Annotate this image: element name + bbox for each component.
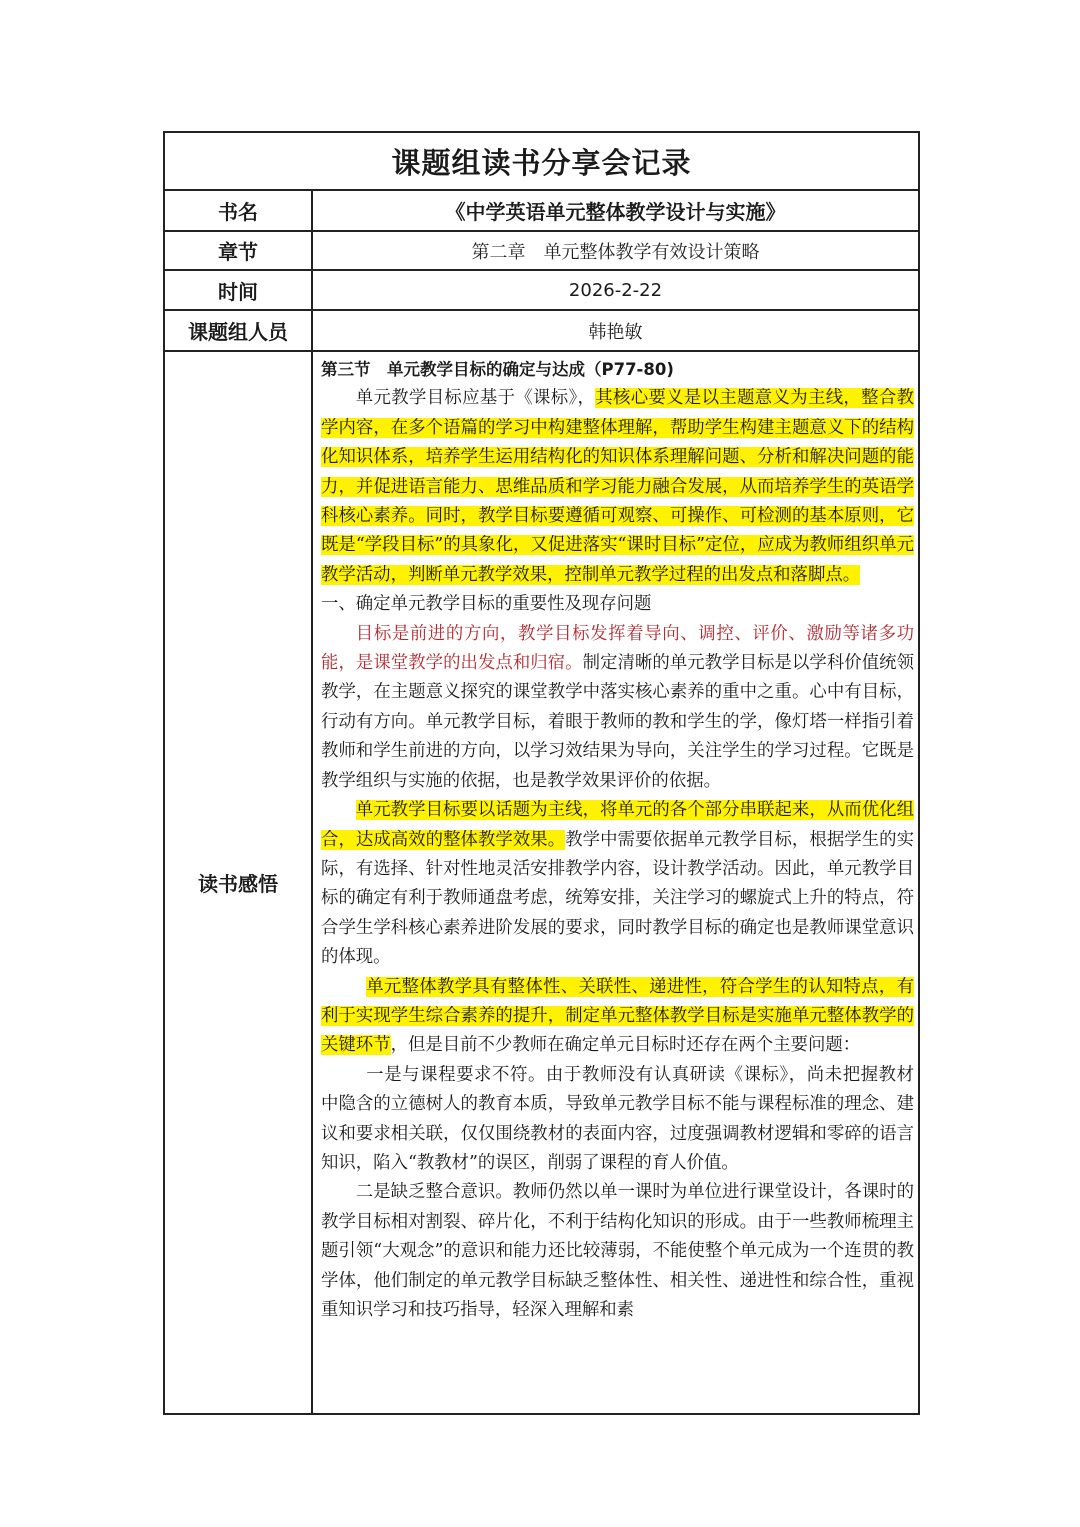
- title-row: [164, 132, 919, 190]
- paragraph-1-highlight: 其核心要义是以主题意义为主线，整合教学内容，在多个语篇的学习中构建整体理解，帮助学生构建主题意义下的结构化知识体系，培养学生运用结构化的知识体系理解问题、分析和解决问题的能力，并促进语言能力、思维品质和学习能力融合发展，从而培养学生的英语学科核心素养。同时，教学目标要遵循可观察、可操作、可检测的基本原则，它既是“学段目标”的具象化，又促进落实“课时目标”定位，应成为教师组织单元教学活动，判断单元教学效果，控制单元教学过程的出发点和落脚点。: [321, 388, 914, 585]
- chapter-row: [164, 231, 919, 270]
- paragraph-2-red-text: 目标是前进的方向，教学目标发挥着导向、调控、评价、激励等诸多功能，是课堂教学的出发点和归宿。: [321, 623, 914, 674]
- paragraph-1-intro: 单元教学目标应基于《课标》，: [355, 388, 596, 409]
- chapter-value: 第二章 单元整体教学有效设计策略: [312, 231, 919, 270]
- section-heading: 第三节 单元教学目标的确定与达成（P77-80): [321, 360, 674, 379]
- reading-body: [313, 352, 918, 1413]
- paragraph-1: [321, 384, 914, 590]
- book-row: [164, 190, 919, 231]
- paragraph-5: 一是与课程要求不符。由于教师没有认真研读《课标》，尚未把握教材中隐含的立德树人的教育本质，导致单元教学目标不能与课程标准的理念、建议和要求相关联，仅仅围绕教材的表面内容，过度强调教材逻辑和零碎的语言知识，陷入“教教材”的误区，削弱了课程的育人价值。: [321, 1064, 914, 1173]
- paragraph-4-body: ，但是目前不少教师在确定单元目标时还存在两个主要问题：: [390, 1035, 861, 1056]
- paragraph-4: [321, 973, 914, 1061]
- document-title: 课题组读书分享会记录: [164, 132, 919, 190]
- reading-row: [164, 351, 919, 1414]
- record-table: [163, 131, 920, 1415]
- paragraph-3-highlight: 单元教学目标要以话题为主线，将单元的各个部分串联起来，从而优化组合，达成高效的整体教学效果。: [321, 800, 914, 850]
- paragraph-2-body: 制定清晰的单元教学目标是以学科价值统领教学，在主题意义探究的课堂教学中落实核心素养的重中之重。心中有目标，行动有方向。单元教学目标，着眼于教师的教和学生的学，像灯塔一样指引着教师和学生前进的方向，以学习效结果为导向，关注学生的学习过程。它既是教学组织与实施的依据，也是教学效果评价的依据。: [321, 653, 914, 791]
- chapter-label: 章节: [164, 231, 312, 270]
- reading-content-cell: [312, 351, 919, 1414]
- time-value: 2026-2-22: [312, 270, 919, 310]
- time-row: [164, 270, 919, 310]
- paragraph-4-highlight: 单元整体教学具有整体性、关联性、递进性，符合学生的认知特点，有利于实现学生综合素养的提升，制定单元整体教学目标是实施单元整体教学的关键环节: [321, 976, 914, 1056]
- paragraph-2: [321, 620, 914, 796]
- paragraph-3: [321, 796, 914, 972]
- paragraph-6: 二是缺乏整合意识。教师仍然以单一课时为单位进行课堂设计，各课时的教学目标相对割裂、碎片化，不利于结构化知识的形成。由于一些教师梳理主题引领“大观念”的意识和能力还比较薄弱，不能使整个单元成为一个连贯的教学体，他们制定的单元教学目标缺乏整体性、相关性、递进性和综合性，重视重知识学习和技巧指导，轻深入理解和素: [321, 1182, 914, 1320]
- time-label: 时间: [164, 270, 312, 310]
- members-value: 韩艳敏: [312, 310, 919, 351]
- members-row: [164, 310, 919, 351]
- paragraph-3-body: 教学中需要依据单元教学目标，根据学生的实际，有选择、针对性地灵活安排教学内容，设计教学活动。因此，单元教学目标的确定有利于教师通盘考虑，统筹安排，关注学习的螺旋式上升的特点，符合学生学科核心素养进阶发展的要求，同时教学目标的确定也是教师课堂意识的体现。: [321, 829, 914, 968]
- subheading: 一、确定单元教学目标的重要性及现存问题: [321, 594, 652, 615]
- book-value: 《中学英语单元整体教学设计与实施》: [312, 190, 919, 231]
- reading-label: 读书感悟: [164, 351, 312, 1414]
- members-label: 课题组人员: [164, 310, 312, 351]
- book-label: 书名: [164, 190, 312, 231]
